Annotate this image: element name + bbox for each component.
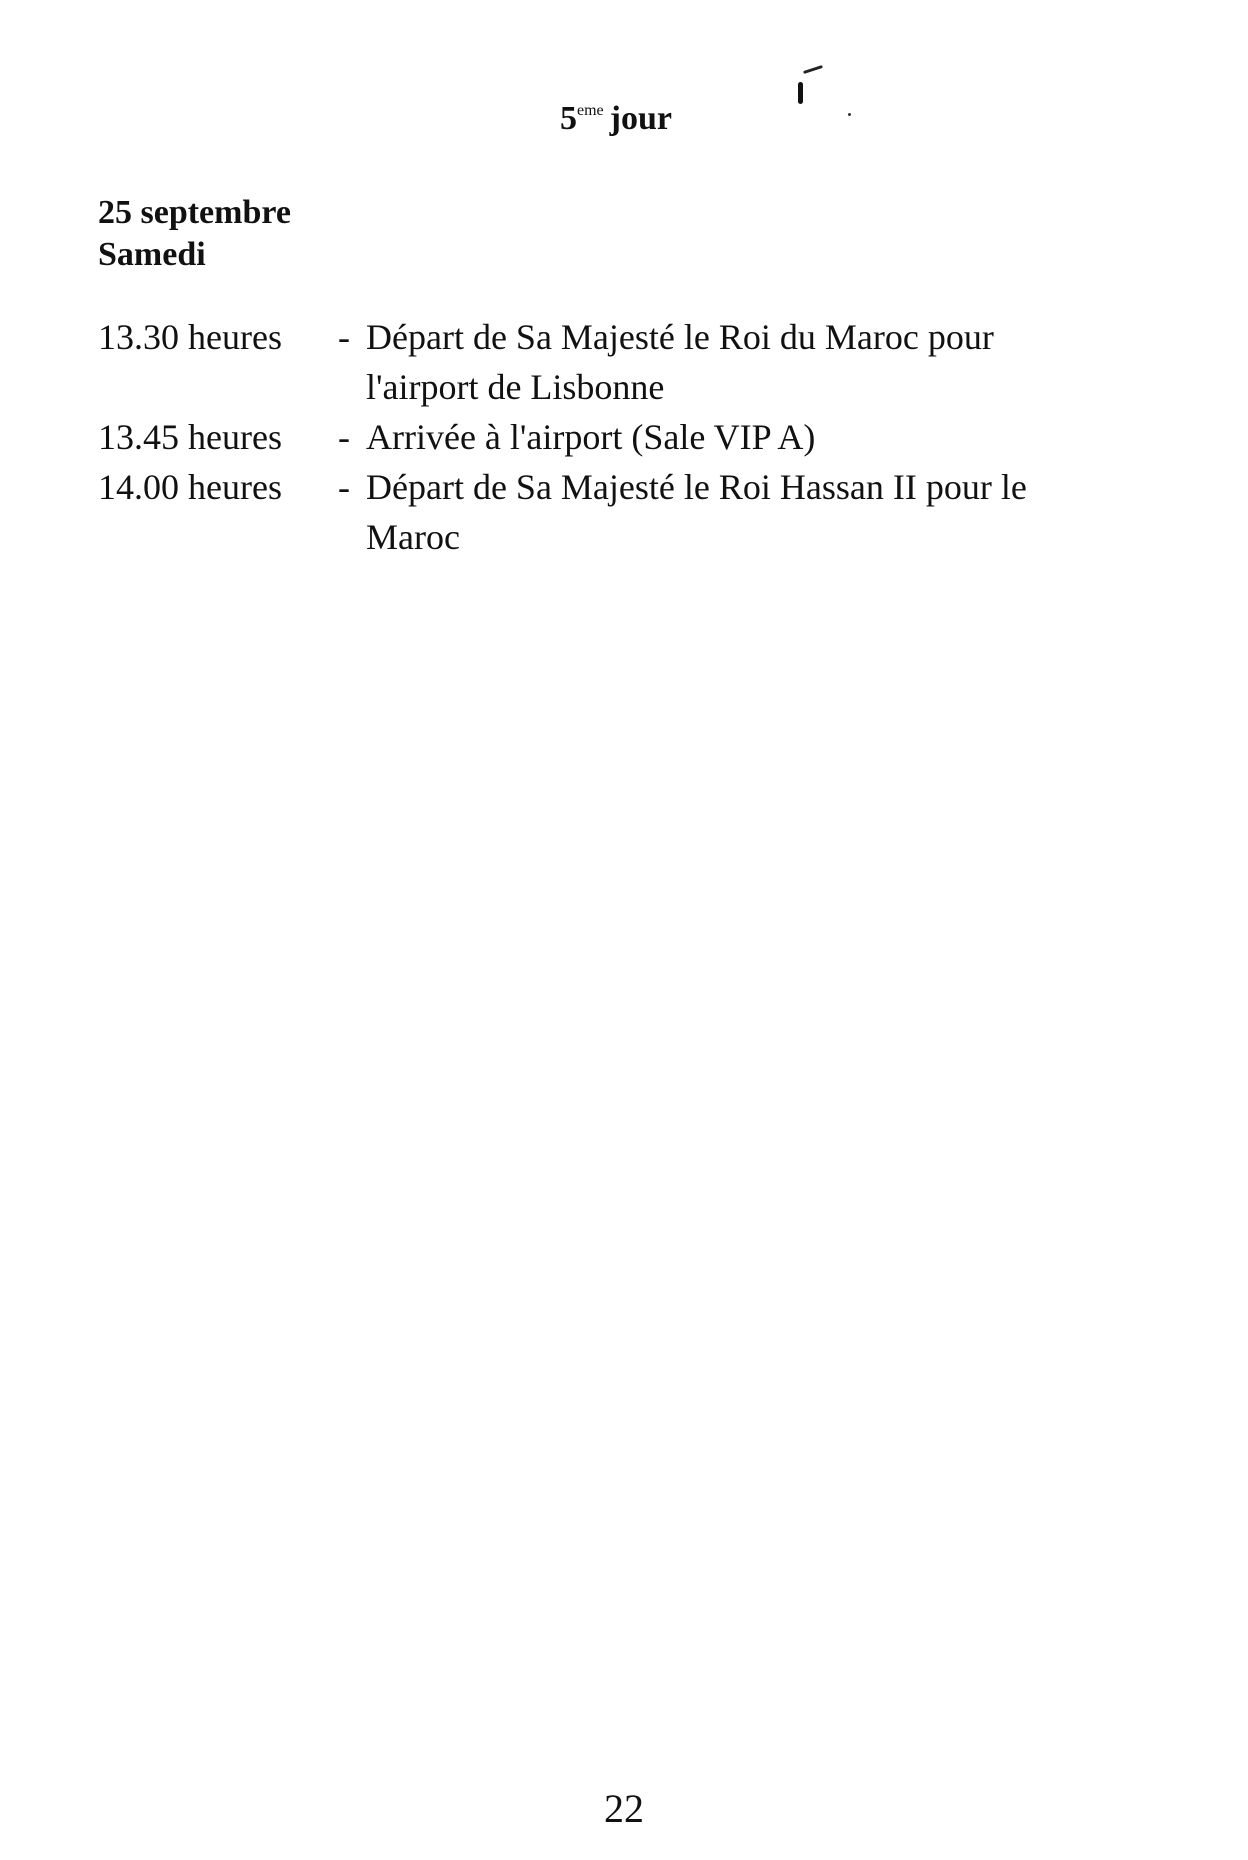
entry-description: Départ de Sa Majesté le Roi Hassan II pour le Maroc — [366, 467, 1027, 557]
entry-description: Départ de Sa Majesté le Roi du Maroc pour l'airport de Lisbonne — [366, 317, 994, 407]
entry-separator: - — [338, 317, 350, 357]
day-word: jour — [609, 100, 672, 137]
page-number: 22 — [604, 1786, 644, 1831]
entry-description: Arrivée à l'airport (Sale VIP A) — [366, 417, 816, 457]
entry-separator: - — [338, 467, 350, 507]
scan-speck — [803, 65, 823, 74]
weekday: Samedi — [98, 236, 206, 273]
day-heading — [560, 100, 672, 138]
date-block — [98, 192, 291, 276]
day-number: 5 — [560, 100, 577, 137]
day-number-suffix: eme — [577, 102, 604, 119]
entry-time: 14.00 heures — [98, 467, 282, 507]
entry-time: 13.45 heures — [98, 417, 282, 457]
entry-separator: - — [338, 417, 350, 457]
scan-speck — [798, 82, 803, 104]
schedule-entry — [98, 312, 1106, 412]
schedule-entry — [98, 412, 1106, 462]
entry-time: 13.30 heures — [98, 317, 282, 357]
date-line: 25 septembre — [98, 194, 291, 231]
schedule-entry — [98, 462, 1106, 562]
scan-speck — [848, 113, 851, 116]
schedule-list — [98, 312, 1106, 562]
